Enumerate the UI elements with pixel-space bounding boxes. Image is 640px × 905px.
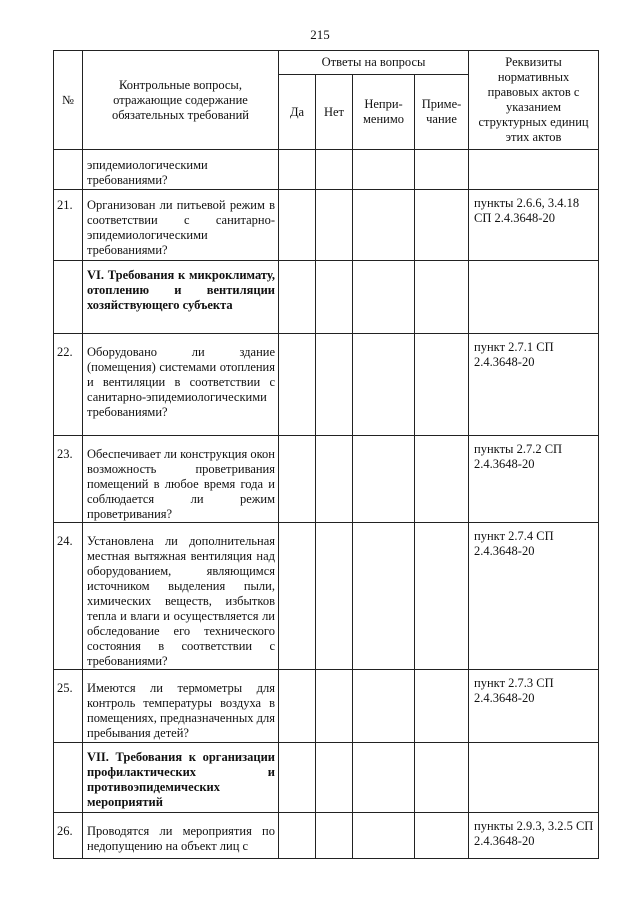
header-answers: Ответы на вопросы: [279, 51, 469, 75]
answer-no-cell[interactable]: [316, 436, 353, 523]
row-question: Обеспечивает ли конструкция окон возможность проветривания помещений в любое время года и соблюдается ли режим проветривания?: [83, 436, 279, 523]
header-not-applicable: Непри-менимо: [353, 75, 415, 150]
row-requisites: [469, 743, 599, 813]
row-requisites: пункты 2.6.6, 3.4.18 СП 2.4.3648-20: [469, 190, 599, 261]
answer-na-cell: [353, 261, 415, 334]
row-question: Проводятся ли мероприятия по недопущению на объект лиц с: [83, 813, 279, 859]
row-number: 23.: [54, 436, 83, 523]
section-title: VII. Требования к организации профилактических и противоэпидемических мероприятий: [83, 743, 279, 813]
row-number: 21.: [54, 190, 83, 261]
row-question: Установлена ли дополнительная местная вытяжная вентиляция над оборудованием, являющимся источником выделения пыли, химических веществ, избытков тепла и влаги и осуществляется ли обследование его технического состояния в соответствии с требованиями?: [83, 523, 279, 670]
answer-no-cell[interactable]: [316, 150, 353, 190]
answer-yes-cell[interactable]: [279, 190, 316, 261]
answer-no-cell: [316, 261, 353, 334]
answer-note-cell[interactable]: [415, 813, 469, 859]
row-requisites: пункты 2.7.2 СП 2.4.3648-20: [469, 436, 599, 523]
answer-note-cell[interactable]: [415, 436, 469, 523]
row-number: [54, 261, 83, 334]
table-row: [54, 813, 599, 859]
header-requisites: Реквизиты нормативных правовых актов с указанием структурных единиц этих актов: [469, 51, 599, 150]
answer-no-cell: [316, 743, 353, 813]
header-questions: Контрольные вопросы, отражающие содержание обязательных требований: [83, 51, 279, 150]
answer-yes-cell[interactable]: [279, 813, 316, 859]
row-requisites: [469, 261, 599, 334]
answer-no-cell[interactable]: [316, 670, 353, 743]
answer-note-cell[interactable]: [415, 523, 469, 670]
row-question: Организован ли питьевой режим в соответствии с санитарно-эпидемиологическими требованиями?: [83, 190, 279, 261]
header-num: №: [54, 51, 83, 150]
row-requisites: пункт 2.7.1 СП 2.4.3648-20: [469, 334, 599, 436]
answer-note-cell[interactable]: [415, 670, 469, 743]
checklist-table: [53, 50, 599, 859]
row-question: Оборудовано ли здание (помещения) системами отопления и вентиляции в соответствии с санитарно-эпидемиологическими требованиями?: [83, 334, 279, 436]
row-number: 22.: [54, 334, 83, 436]
answer-yes-cell[interactable]: [279, 523, 316, 670]
header-no: Нет: [316, 75, 353, 150]
table-row: [54, 436, 599, 523]
answer-yes-cell: [279, 743, 316, 813]
row-requisites: пункт 2.7.3 СП 2.4.3648-20: [469, 670, 599, 743]
table-row: [54, 150, 599, 190]
answer-na-cell[interactable]: [353, 150, 415, 190]
answer-na-cell[interactable]: [353, 523, 415, 670]
row-requisites: [469, 150, 599, 190]
section-title: VI. Требования к микроклимату, отоплению и вентиляции хозяйствующего субъекта: [83, 261, 279, 334]
answer-na-cell[interactable]: [353, 670, 415, 743]
row-question: эпидемиологическими требованиями?: [83, 150, 279, 190]
header-note: Приме-чание: [415, 75, 469, 150]
table-row: [54, 334, 599, 436]
answer-yes-cell: [279, 261, 316, 334]
answer-note-cell[interactable]: [415, 190, 469, 261]
answer-na-cell[interactable]: [353, 436, 415, 523]
row-number: 26.: [54, 813, 83, 859]
answer-no-cell[interactable]: [316, 334, 353, 436]
answer-note-cell: [415, 261, 469, 334]
row-requisites: пункты 2.9.3, 3.2.5 СП 2.4.3648-20: [469, 813, 599, 859]
answer-na-cell[interactable]: [353, 334, 415, 436]
answer-no-cell[interactable]: [316, 523, 353, 670]
answer-yes-cell[interactable]: [279, 670, 316, 743]
section-row: [54, 743, 599, 813]
table-row: [54, 523, 599, 670]
answer-yes-cell[interactable]: [279, 334, 316, 436]
answer-na-cell: [353, 743, 415, 813]
answer-na-cell[interactable]: [353, 813, 415, 859]
header-yes: Да: [279, 75, 316, 150]
row-number: 25.: [54, 670, 83, 743]
answer-no-cell[interactable]: [316, 190, 353, 261]
page-number: 215: [310, 27, 330, 42]
answer-yes-cell[interactable]: [279, 150, 316, 190]
section-row: [54, 261, 599, 334]
table-row: [54, 670, 599, 743]
row-question: Имеются ли термометры для контроль температуры воздуха в помещениях, предназначенных для пребывания детей?: [83, 670, 279, 743]
row-number: [54, 150, 83, 190]
answer-no-cell[interactable]: [316, 813, 353, 859]
answer-na-cell[interactable]: [353, 190, 415, 261]
answer-yes-cell[interactable]: [279, 436, 316, 523]
row-requisites: пункт 2.7.4 СП 2.4.3648-20: [469, 523, 599, 670]
row-number: [54, 743, 83, 813]
answer-note-cell[interactable]: [415, 334, 469, 436]
row-number: 24.: [54, 523, 83, 670]
answer-note-cell: [415, 743, 469, 813]
table-row: [54, 190, 599, 261]
answer-note-cell[interactable]: [415, 150, 469, 190]
